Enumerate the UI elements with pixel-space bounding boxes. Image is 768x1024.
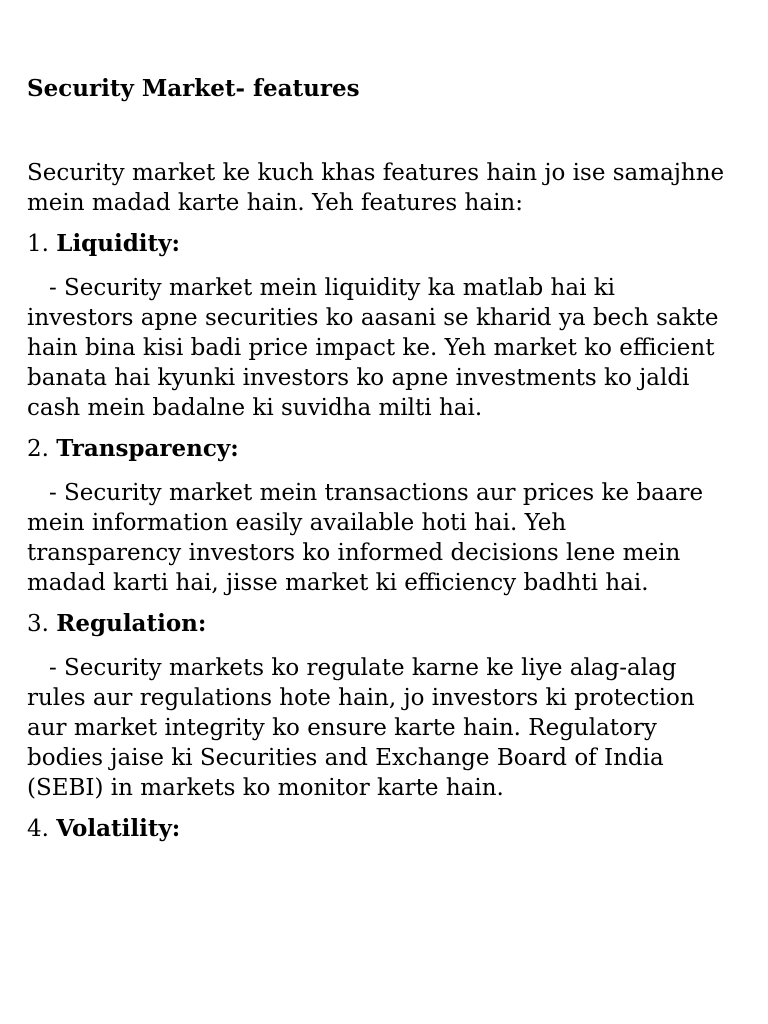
item-heading-volatility — [27, 814, 727, 844]
item-title: Volatility: — [56, 815, 181, 842]
item-title: Transparency: — [56, 435, 239, 462]
item-heading-transparency — [27, 434, 727, 464]
item-heading-regulation — [27, 609, 727, 639]
document-title: Security Market- features — [27, 75, 360, 102]
item-title: Regulation: — [56, 610, 207, 637]
document-page — [27, 72, 727, 858]
item-body-regulation: - Security markets ko regulate karne ke liye alag-alag rules aur regulations hote hain, jo investors ki protection aur market integrity ko ensure karte hain. Regulatory bodies jaise ki Securities and Exchange Board of India (SEBI) in markets ko monitor karte hain. — [27, 655, 702, 801]
item-number: 4. — [27, 816, 57, 842]
item-body-transparency: - Security market mein transactions aur prices ke baare mein information easily available hoti hai. Yeh transparency investors ko informed decisions lene mein madad karti hai, jisse market ki efficiency badhti hai. — [27, 480, 711, 596]
item-number: 2. — [27, 436, 57, 462]
item-title: Liquidity: — [56, 230, 181, 257]
item-body-liquidity: - Security market mein liquidity ka matlab hai ki investors apne securities ko aasani se kharid ya bech sakte hain bina kisi badi price impact ke. Yeh market ko efficient banata hai kyunki investors ko apne investments ko jaldi cash mein badalne ki suvidha milti hai. — [27, 275, 726, 421]
item-number: 3. — [27, 611, 57, 637]
intro-paragraph: Security market ke kuch khas features hain jo ise samajhne mein madad karte hain. Yeh features hain: — [27, 160, 725, 216]
item-heading-liquidity — [27, 229, 727, 259]
item-number: 1. — [27, 231, 57, 257]
